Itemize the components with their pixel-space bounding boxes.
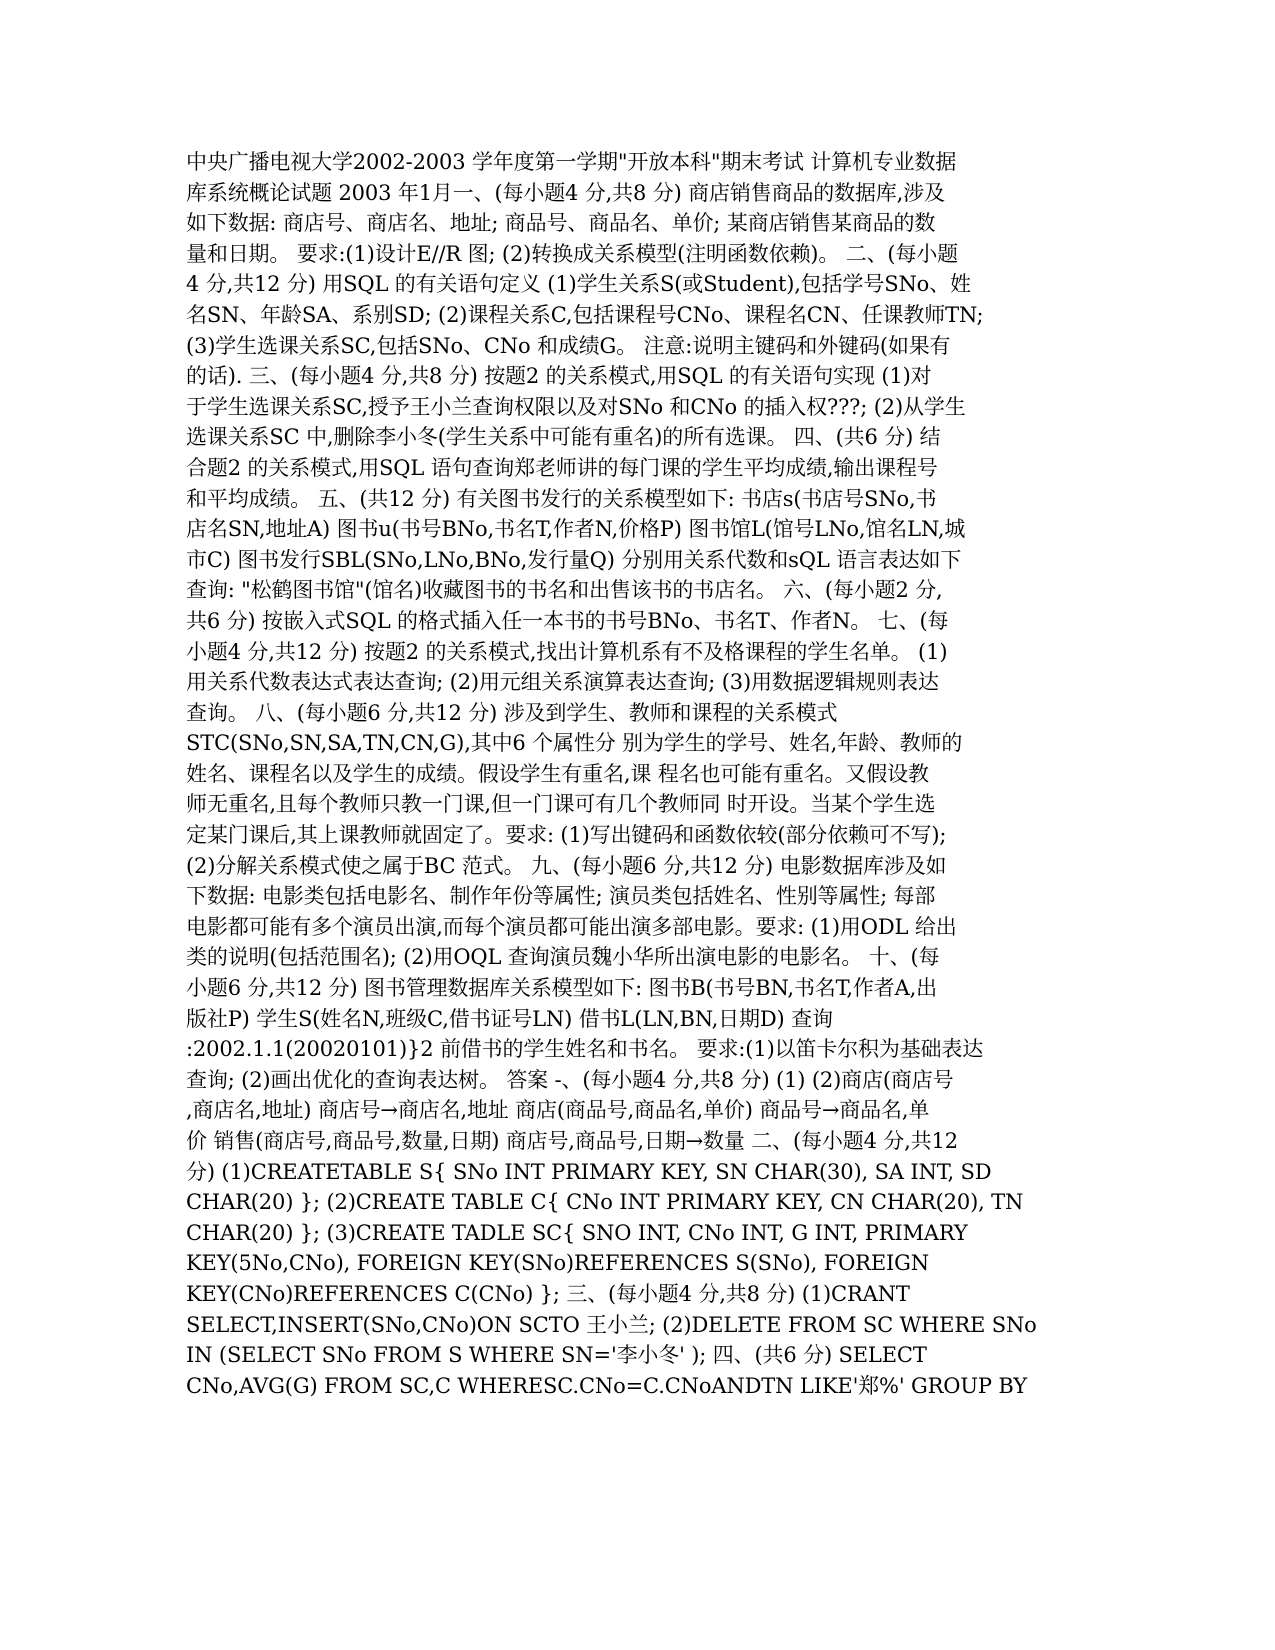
text-line: 库系统概论试题 2003 年1月一、(每小题4 分,共8 分) 商店销售商品的数据库,涉及 [186,180,945,205]
text-line: 和平均成绩。 五、(共12 分) 有关图书发行的关系模型如下: 书店s(书店号SNo,书 [186,486,937,511]
text-line: ,商店名,地址) 商店号→商店名,地址 商店(商品号,商品名,单价) 商品号→商品名,单 [186,1098,930,1123]
text-line: 用关系代数表达式表达查询; (2)用元组关系演算表达查询; (3)用数据逻辑规则表达 [186,670,939,695]
text-line: 定某门课后,其上课教师就固定了。要求: (1)写出键码和函数依较(部分依赖可不写); [186,823,947,848]
document-body [186,147,1066,1401]
text-line: SELECT,INSERT(SNo,CNo)ON SCTO 王小兰; (2)DELETE FROM SC WHERE SNo [186,1312,1037,1337]
text-line: 类的说明(包括范围名); (2)用OQL 查询演员魏小华所出演电影的电影名。 十、(每 [186,945,940,970]
text-line: 店名SN,地址A) 图书u(书号BNo,书名T,作者N,价格P) 图书馆L(馆号LNo,馆名LN,城 [186,517,966,542]
text-line: 师无重名,且每个教师只教一门课,但一门课可有几个教师同 时开设。当某个学生选 [186,792,936,817]
text-line: 共6 分) 按嵌入式SQL 的格式插入任一本书的书号BNo、书名T、作者N。 七、(每 [186,608,949,633]
text-line: IN (SELECT SNo FROM S WHERE SN='李小冬' ); 四、(共6 分) SELECT [186,1343,927,1368]
text-line: 价 销售(商店号,商品号,数量,日期) 商店号,商品号,日期→数量 二、(每小题4 分,共12 [186,1129,958,1153]
text-line: 查询; (2)画出优化的查询表达树。 答案 -、(每小题4 分,共8 分) (1) (2)商店(商店号 [186,1067,954,1092]
text-line: (2)分解关系模式使之属于BC 范式。 九、(每小题6 分,共12 分) 电影数据库涉及如 [186,853,947,878]
text-line: 如下数据: 商店号、商店名、地址; 商品号、商品名、单价; 某商店销售某商品的数 [186,211,936,236]
text-line: 的话). 三、(每小题4 分,共8 分) 按题2 的关系模式,用SQL 的有关语句实现 (1)对 [186,364,932,389]
text-line: 小题6 分,共12 分) 图书管理数据库关系模型如下: 图书B(书号BN,书名T,作者A,出 [186,976,938,1001]
text-line: (3)学生选课关系SC,包括SNo、CNo 和成绩G。 注意:说明主键码和外键码(如果有 [186,333,951,358]
text-line: 市C) 图书发行SBL(SNo,LNo,BNo,发行量Q) 分别用关系代数和sQL 语言表达如下 [186,547,962,572]
text-line: 4 分,共12 分) 用SQL 的有关语句定义 (1)学生关系S(或Student),包括学号SNo、姓 [186,272,971,297]
text-line: STC(SNo,SN,SA,TN,CN,G),其中6 个属性分 别为学生的学号、姓名,年龄、教师的 [186,731,963,756]
text-line: 小题4 分,共12 分) 按题2 的关系模式,找出计算机系有不及格课程的学生名单。 (1) [186,639,948,664]
text-line: 中央广播电视大学2002-2003 学年度第一学期"开放本科"期末考试 计算机专业数据 [186,150,957,174]
text-line: 量和日期。 要求:(1)设计E//R 图; (2)转换成关系模型(注明函数依赖)。 二、(每小题 [186,241,959,266]
text-line: 查询: "松鹤图书馆"(馆名)收藏图书的书名和出售该书的书店名。 六、(每小题2 分, [186,578,943,603]
text-line: 版社P) 学生S(姓名N,班级C,借书证号LN) 借书L(LN,BN,日期D) 查询 [186,1006,833,1031]
text-line: 查询。 八、(每小题6 分,共12 分) 涉及到学生、教师和课程的关系模式 [186,700,838,725]
text-line: 于学生选课关系SC,授予王小兰查询权限以及对SNo 和CNo 的插入权???; (2)从学生 [186,394,966,419]
text-line: 下数据: 电影类包括电影名、制作年份等属性; 演员类包括姓名、性别等属性; 每部 [186,884,936,909]
text-line: 分) (1)CREATETABLE S{ SNo INT PRIMARY KEY, SN CHAR(30), SA INT, SD [186,1159,992,1184]
text-line: CHAR(20) }; (3)CREATE TADLE SC{ SNO INT, CNo INT, G INT, PRIMARY [186,1220,968,1245]
text-line: 电影都可能有多个演员出演,而每个演员都可能出演多部电影。要求: (1)用ODL 给出 [186,914,957,939]
text-line: CHAR(20) }; (2)CREATE TABLE C{ CNo INT PRIMARY KEY, CN CHAR(20), TN [186,1190,1024,1215]
text-line: :2002.1.1(20020101)}2 前借书的学生姓名和书名。 要求:(1)以笛卡尔积为基础表达 [186,1037,984,1062]
text-line: 姓名、课程名以及学生的成绩。假设学生有重名,课 程名也可能有重名。又假设教 [186,761,929,786]
text-line: KEY(CNo)REFERENCES C(CNo) }; 三、(每小题4 分,共8 分) (1)CRANT [186,1281,910,1306]
text-line: KEY(5No,CNo), FOREIGN KEY(SNo)REFERENCES S(SNo), FOREIGN [186,1251,929,1276]
text-line: CNo,AVG(G) FROM SC,C WHERESC.CNo=C.CNoANDTN LIKE'郑%' GROUP BY [186,1373,1028,1398]
text-line: 合题2 的关系模式,用SQL 语句查询郑老师讲的每门课的学生平均成绩,输出课程号 [186,455,938,480]
text-line: 名SN、年龄SA、系别SD; (2)课程关系C,包括课程号CNo、课程名CN、任课教师TN; [186,302,984,327]
text-line: 选课关系SC 中,删除李小冬(学生关系中可能有重名)的所有选课。 四、(共6 分) 结 [186,425,941,450]
